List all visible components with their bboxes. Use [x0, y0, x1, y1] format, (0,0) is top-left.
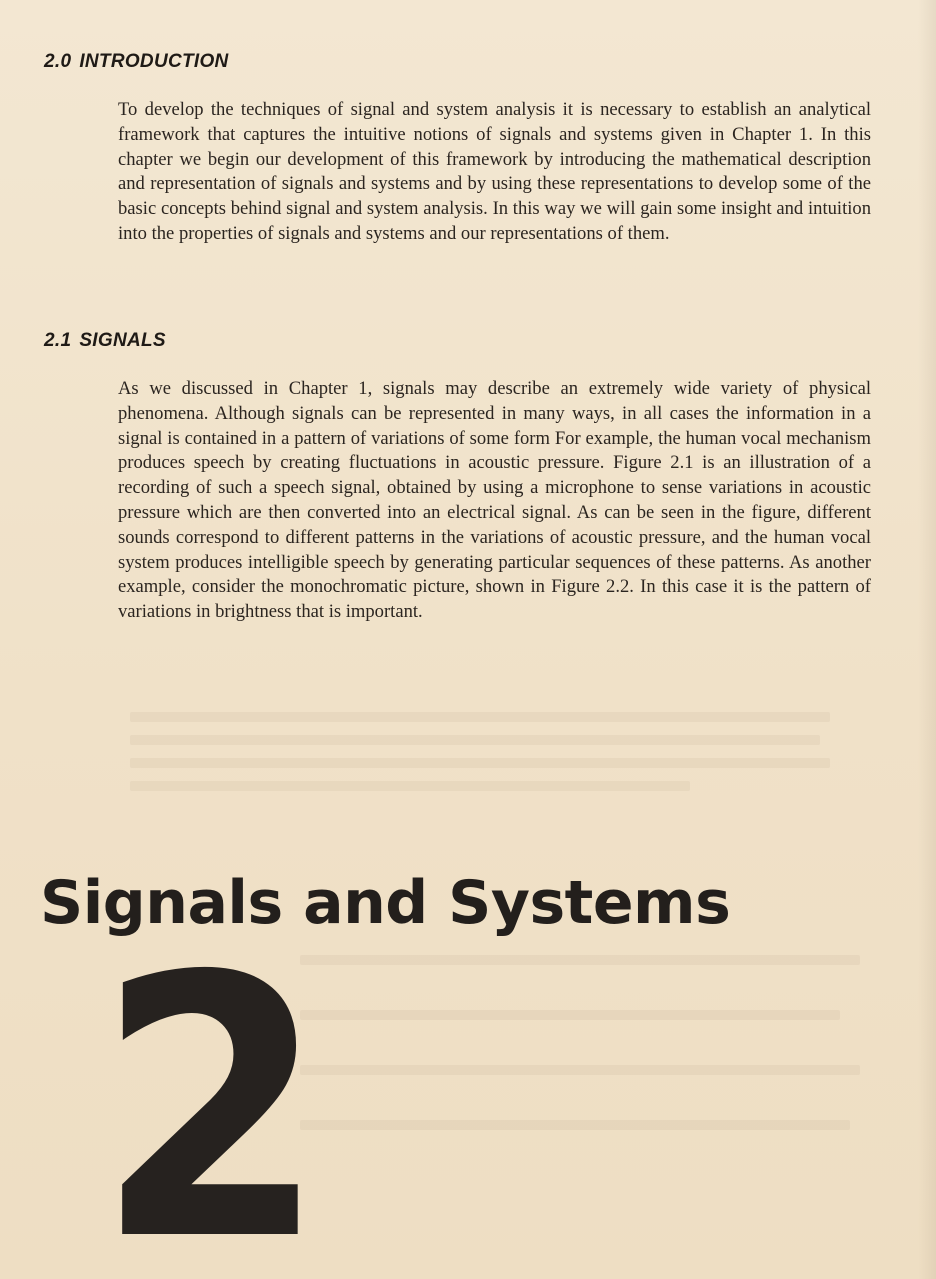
- section-title: INTRODUCTION: [79, 51, 229, 72]
- section-heading-introduction: [44, 51, 229, 73]
- section-heading-signals: [44, 330, 166, 352]
- section-number: 2.0: [44, 51, 72, 72]
- section-title: SIGNALS: [79, 330, 166, 351]
- chapter-title: Signals and Systems: [40, 868, 731, 938]
- bleed-through-mark: [130, 781, 690, 791]
- chapter-number: 2: [96, 900, 320, 1279]
- signals-paragraph: As we discussed in Chapter 1, signals may describe an extremely wide variety of physical phenomena. Although signals can be represented in many ways, in all cases the information in a signal is contained in a pattern of variations of some form For example, the human vocal mechanism produces speech by creating fluctuations in acoustic pressure. Figure 2.1 is an illustration of a recording of such a speech signal, obtained by using a microphone to sense variations in acoustic pressure which are then converted into an electrical signal. As can be seen in the figure, different sounds correspond to different patterns in the variations of acoustic pressure, and the human vocal system produces intelligible speech by generating particular sequences of these patterns. As another example, consider the monochromatic picture, shown in Figure 2.2. In this case it is the pattern of variations in brightness that is important.: [118, 378, 871, 623]
- bleed-through-mark: [300, 955, 860, 965]
- bleed-through-mark: [130, 712, 830, 722]
- bleed-through-mark: [130, 735, 820, 745]
- bleed-through-mark: [300, 1065, 860, 1075]
- section-number: 2.1: [44, 330, 72, 351]
- bleed-through-mark: [300, 1010, 840, 1020]
- page-edge-shadow: [918, 0, 936, 1279]
- bleed-through-mark: [300, 1120, 850, 1130]
- bleed-through-mark: [130, 758, 830, 768]
- introduction-paragraph: To develop the techniques of signal and system analysis it is necessary to establish an analytical framework that captures the intuitive notions of signals and systems given in Chapter 1. In this chapter we begin our development of this framework by introducing the mathematical description and representation of signals and systems and by using these representations to develop some of the basic concepts behind signal and system analysis. In this way we will gain some insight and intuition into the properties of signals and systems and our representations of them.: [118, 99, 871, 244]
